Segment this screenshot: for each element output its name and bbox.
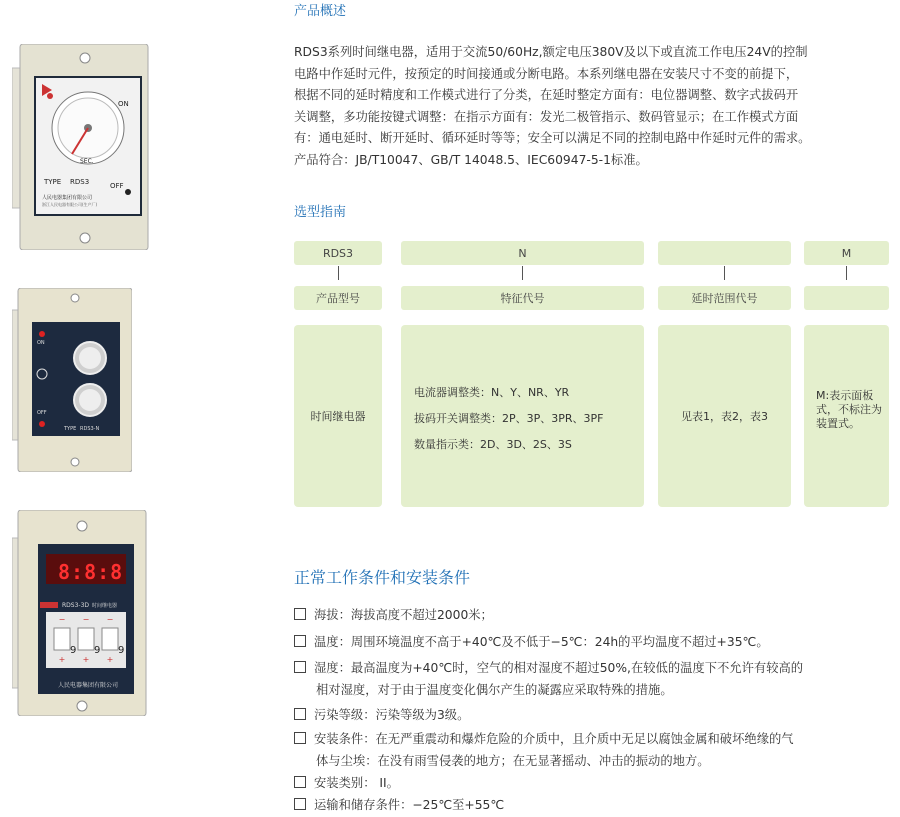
dial-relay-image	[12, 44, 152, 250]
feature-line: 电流器调整类：N、Y、NR、YR	[414, 386, 570, 399]
knob-type-label: TYPE	[64, 426, 77, 432]
desc-model-text: 时间继电器	[310, 410, 366, 423]
dial-model-label: RDS3	[70, 178, 90, 186]
desc-box-feature	[401, 325, 644, 507]
knob-off-label: OFF	[37, 410, 47, 416]
svg-text:−: −	[106, 615, 114, 624]
checkbox-icon	[294, 635, 306, 647]
digital-model-suffix: 时间继电器	[92, 603, 118, 609]
conditions-title: 正常工作条件和安装条件	[294, 568, 471, 587]
knob-model-label: RDS3-N	[80, 426, 100, 432]
checkbox-icon	[294, 608, 306, 620]
code-box-mount: M	[804, 241, 889, 265]
feature-line: 数量指示类：2D、3D、2S、3S	[414, 438, 572, 451]
desc-box-model	[294, 325, 382, 507]
condition-text-cont: 相对湿度，对于由于温度变化偶尔产生的凝露应采取特殊的措施。	[316, 682, 673, 697]
label-box-feature: 特征代号	[401, 286, 644, 310]
digital-brand-label: 人民电器集团有限公司	[58, 682, 119, 689]
condition-text: 运输和储存条件：−25℃至+55℃	[314, 798, 505, 812]
code-box-model: RDS3	[294, 241, 382, 265]
selection-title: 选型指南	[294, 205, 347, 220]
checkbox-icon	[294, 732, 306, 744]
label-box-range: 延时范围代号	[658, 286, 791, 310]
dial-brand-label: 人民电器集团有限公司	[42, 195, 93, 201]
digital-relay-image	[12, 510, 147, 716]
connector-line	[846, 266, 847, 280]
desc-box-mount	[804, 325, 889, 507]
condition-text: 海拔：海拔高度不超过2000米；	[314, 608, 493, 622]
connector-line	[338, 266, 339, 280]
digital-digit-1: 9	[70, 645, 77, 656]
knob-relay-image	[12, 288, 132, 472]
digital-display-readout: 8:8:8	[58, 560, 124, 584]
condition-text: 湿度：最高温度为+40℃时，空气的相对湿度不超过50%,在较低的温度下不允许有较高的	[314, 661, 804, 675]
dial-off-label: OFF	[110, 182, 124, 190]
condition-item-installation	[294, 729, 894, 772]
overview-line: 电路中作延时元件，按预定的时间接通或分断电路。本系列继电器在安装尺寸不变的前提下，	[294, 66, 799, 81]
digital-digit-3: 9	[118, 645, 125, 656]
dial-sec-label: SEC.	[80, 158, 94, 165]
overview-line: 有：通电延时、断开延时、循环延时等等；安全可以满足不同的控制电路中作延时元件的需求。	[294, 131, 811, 145]
condition-item-category	[294, 773, 894, 795]
overview-title: 产品概述	[294, 4, 347, 19]
digital-model-label: RDS3-3D	[62, 602, 90, 609]
condition-item-temperature	[294, 632, 894, 654]
checkbox-icon	[294, 798, 306, 810]
overview-line: 产品符合：JB/T10047、GB/T 14048.5、IEC60947-5-1标准。	[294, 152, 648, 167]
checkbox-icon	[294, 708, 306, 720]
svg-text:+: +	[82, 655, 90, 664]
condition-text: 污染等级：污染等级为3级。	[314, 708, 470, 722]
desc-box-range	[658, 325, 791, 507]
knob-relay-svg	[12, 288, 132, 472]
label-box-model: 产品型号	[294, 286, 382, 310]
svg-text:+: +	[58, 655, 66, 664]
connector-line	[522, 266, 523, 280]
dial-on-label: ON	[118, 100, 129, 108]
condition-item-transport	[294, 795, 894, 817]
condition-item-pollution	[294, 705, 894, 727]
condition-text-cont: 体与尘埃：在没有雨雪侵袭的地方；在无显著摇动、冲击的振动的地方。	[316, 753, 710, 768]
feature-line: 拔码开关调整类：2P、3P、3PR、3PF	[414, 412, 604, 425]
condition-item-altitude	[294, 605, 894, 627]
condition-text: 安装类别： II。	[314, 776, 399, 790]
overview-line: RDS3系列时间继电器，适用于交流50/60Hz,额定电压380V及以下或直流工作电压24V的控制	[294, 45, 808, 59]
dial-relay-svg	[12, 44, 152, 250]
dial-type-label: TYPE	[44, 178, 62, 186]
checkbox-icon	[294, 661, 306, 673]
code-box-feature: N	[401, 241, 644, 265]
svg-text:+: +	[106, 655, 114, 664]
condition-text: 安装条件：在无严重震动和爆炸危险的介质中，且介质中无足以腐蚀金属和破坏绝缘的气	[314, 732, 794, 746]
dial-brand-sub-label: 浙江人民电器有限公司(生产厂)	[42, 202, 98, 207]
condition-item-humidity	[294, 658, 894, 701]
desc-range-text: 见表1，表2，表3	[681, 410, 768, 423]
checkbox-icon	[294, 776, 306, 788]
svg-text:−: −	[58, 615, 66, 624]
label-box-mount	[804, 286, 889, 310]
connector-line	[724, 266, 725, 280]
overview-line: 根据不同的延时精度和工作模式进行了分类，在延时整定方面有：电位器调整、数字式拔码开	[294, 88, 799, 102]
desc-mount-text: M:表示面板式，不标注为装置式。	[816, 389, 882, 430]
overview-line: 关调整，多功能按键式调整：在指示方面有：发光二极管指示、数码管显示；在工作模式方面	[294, 109, 799, 124]
digital-digit-2: 9	[94, 645, 101, 656]
knob-on-label: ON	[37, 340, 45, 346]
condition-text: 温度：周围环境温度不高于+40℃及不低于−5℃：24h的平均温度不超过+35℃。	[314, 635, 769, 649]
overview-paragraph	[294, 42, 894, 171]
code-box-range	[658, 241, 791, 265]
svg-text:−: −	[82, 615, 90, 624]
